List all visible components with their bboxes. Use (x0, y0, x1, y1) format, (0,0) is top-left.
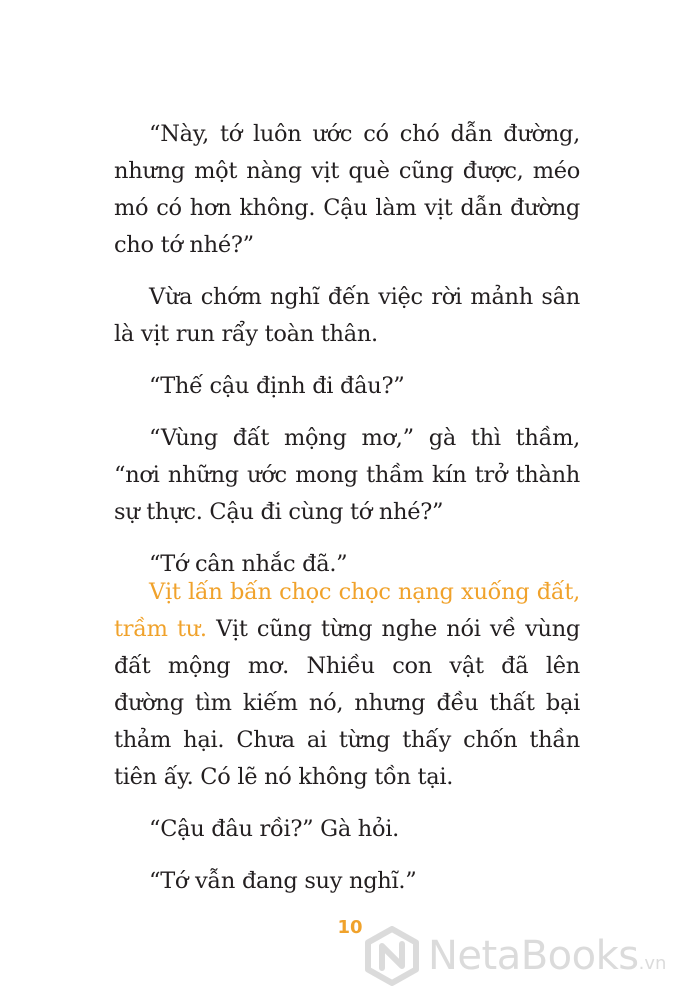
paragraph-7: “Cậu đâu rồi?” Gà hỏi. (149, 816, 399, 842)
paragraph-8: “Tớ vẫn đang suy nghĩ.” (149, 868, 417, 894)
dialogue-block (114, 116, 580, 583)
paragraph-3: “Thế cậu định đi đâu?” (149, 373, 405, 399)
narrative-block (114, 574, 580, 900)
watermark-text (428, 932, 666, 988)
paragraph-4: “Vùng đất mộng mơ,” gà thì thầm, “nơi những ước mong thầm kín trở thành sự thực. Cậu đi cùng tớ nhé?” (114, 425, 580, 525)
page-number: 10 (337, 917, 363, 938)
watermark-brand: NetaBooks (428, 933, 639, 979)
watermark-domain: .vn (638, 953, 667, 974)
paragraph-6-rest: Vịt cũng từng nghe nói về vùng đất mộng mơ. Nhiều con vật đã lên đường tìm kiếm nó, nhưng đều thất bại thảm hại. Chưa ai từng thấy chốn thần tiên ấy. Có lẽ nó không tồn tại. (114, 616, 581, 790)
netabooks-logo-icon (362, 926, 422, 986)
paragraph-2: Vừa chớm nghĩ đến việc rời mảnh sân là vịt run rẩy toàn thân. (114, 284, 580, 347)
paragraph-1: “Này, tớ luôn ước có chó dẫn đường, nhưng một nàng vịt què cũng được, méo mó có hơn không. Cậu làm vịt dẫn đường cho tớ nhé?” (114, 121, 580, 258)
highlighted-phrase: Vịt lấn bấn chọc chọc nạng xuống đất, trầm tư. (114, 579, 580, 642)
paragraph-6 (114, 574, 580, 796)
watermark (362, 926, 692, 986)
paragraph-5: “Tớ cân nhắc đã.” (149, 551, 348, 577)
